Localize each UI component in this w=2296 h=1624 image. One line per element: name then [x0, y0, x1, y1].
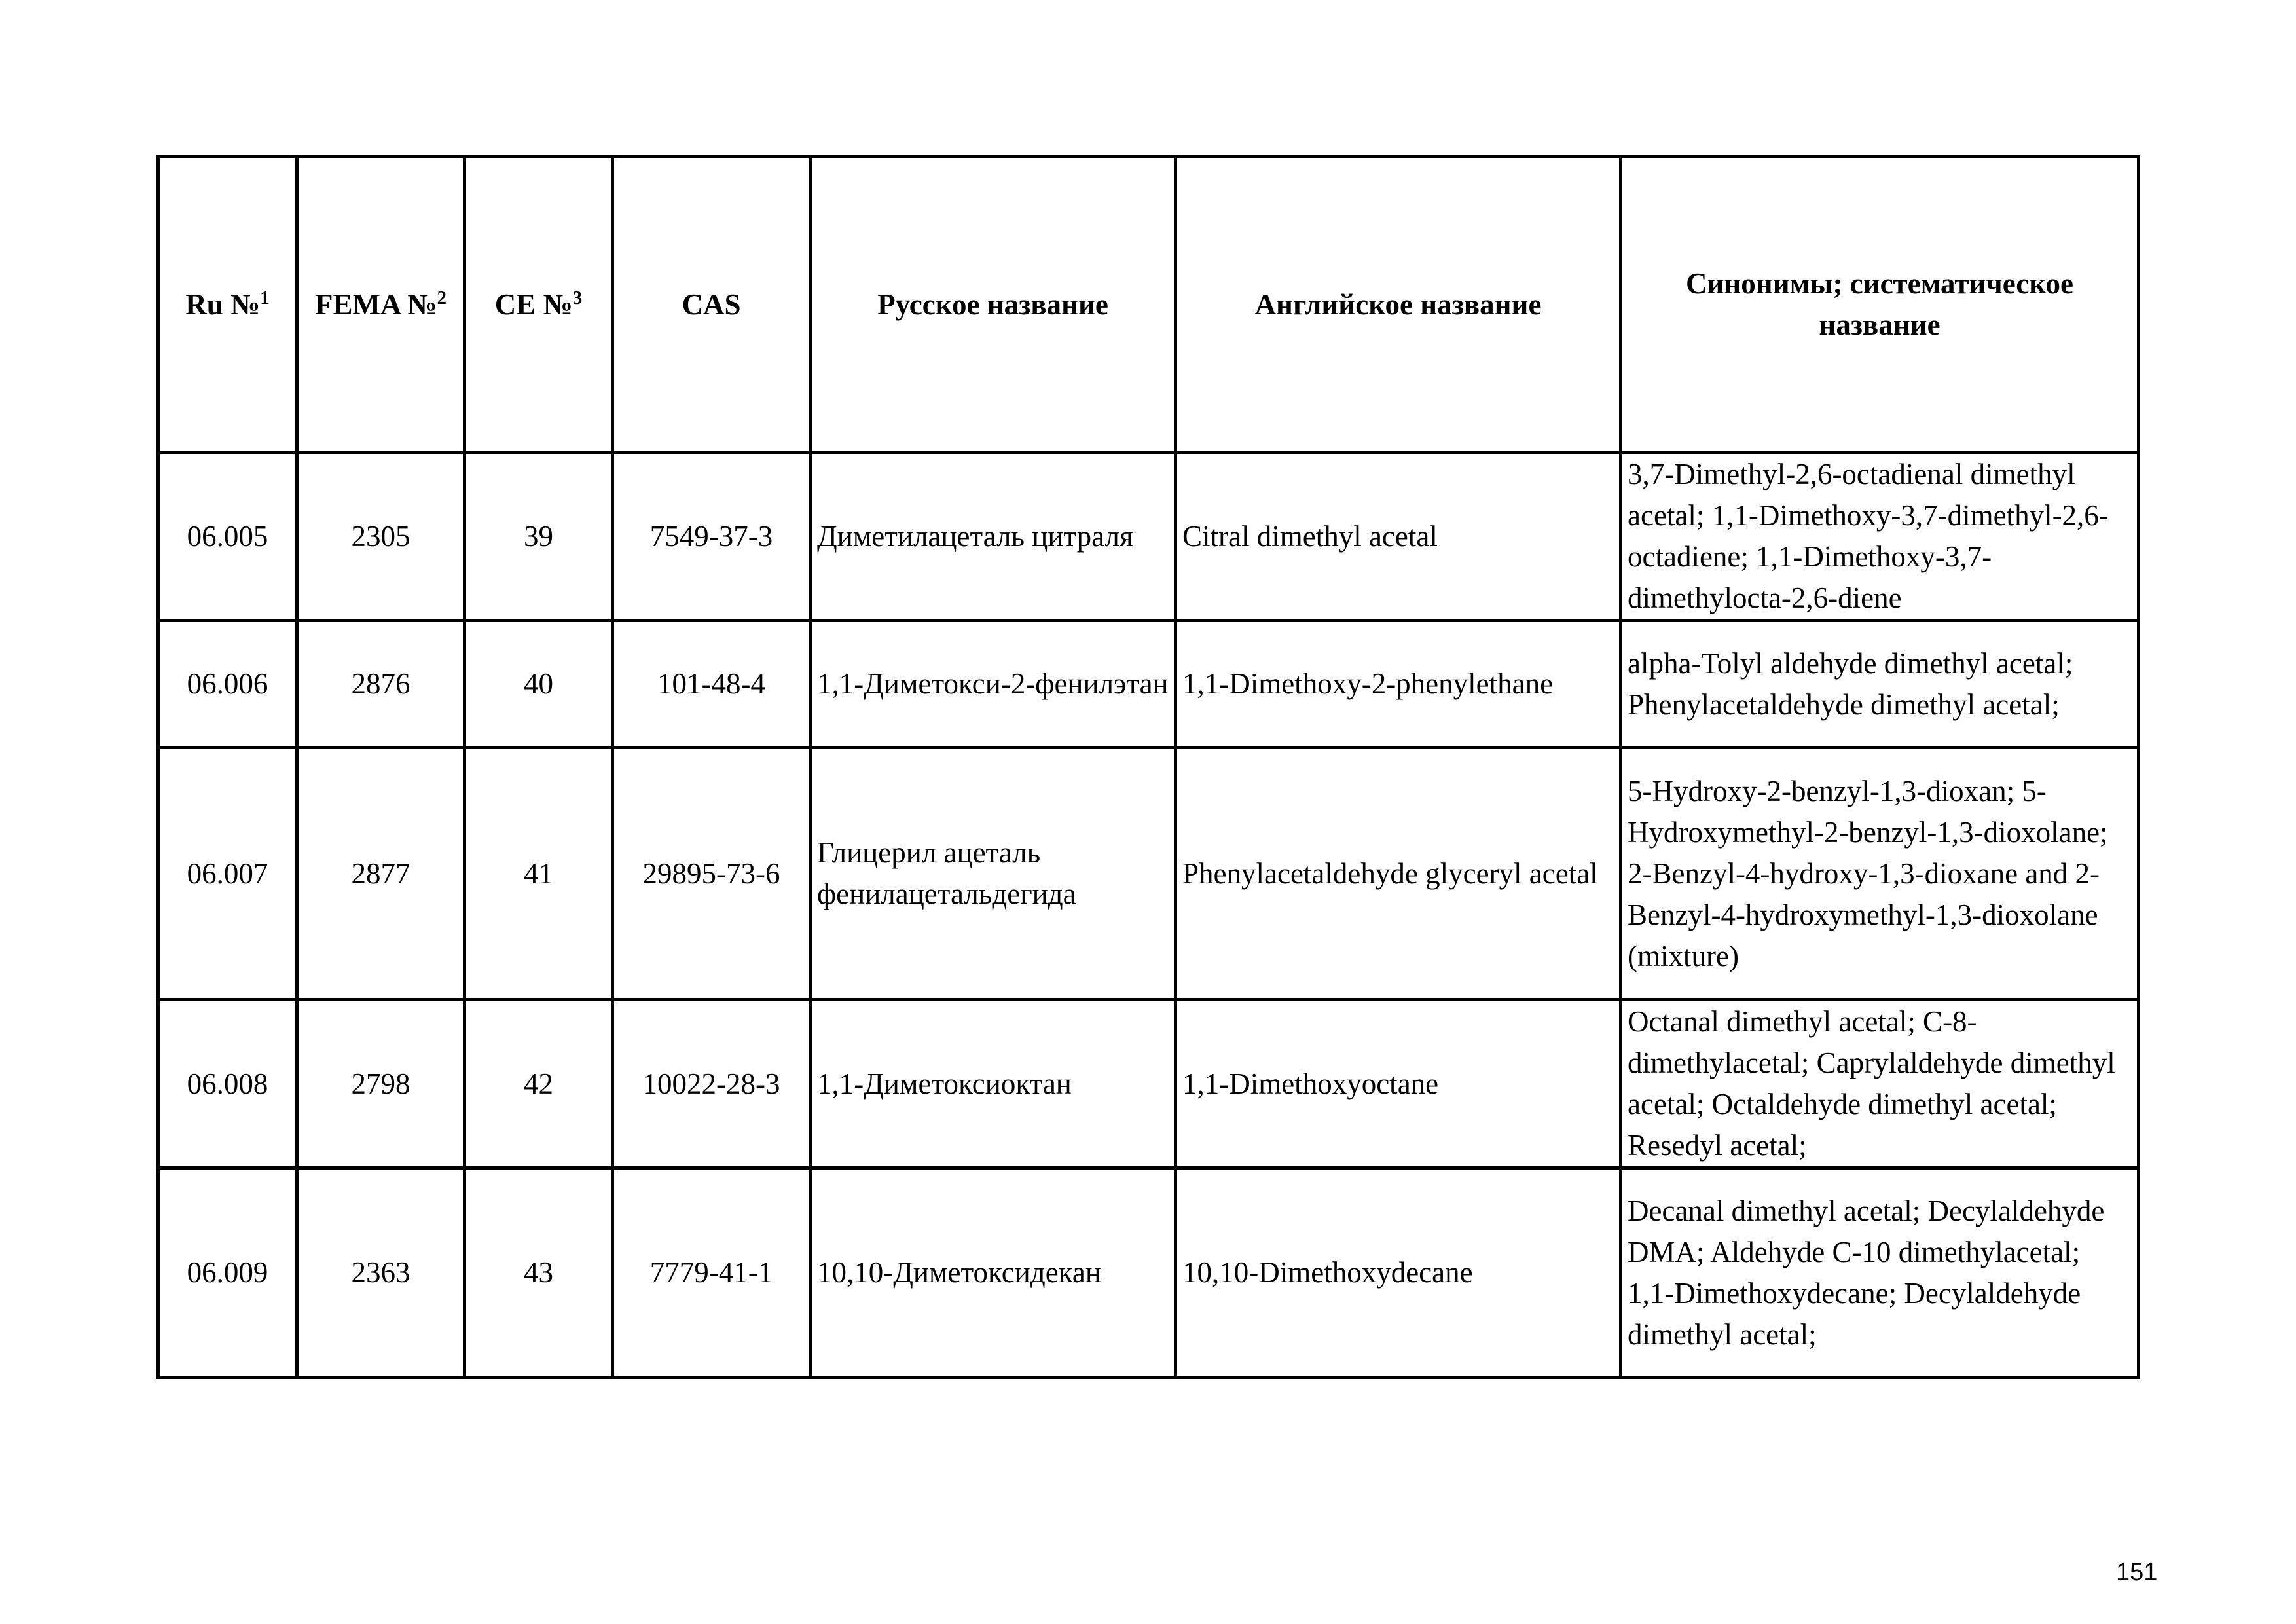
header-cas: CAS: [613, 157, 811, 452]
table-row: [158, 1168, 2139, 1378]
cell-russian-name: 1,1-Диметокси-2-фенилэтан: [811, 621, 1176, 748]
header-row: [158, 157, 2139, 452]
cell-fema-number: 2877: [297, 748, 465, 1000]
cell-cas: 29895-73-6: [613, 748, 811, 1000]
cell-ru-number: 06.005: [158, 452, 297, 621]
cell-ce-number: 41: [465, 748, 613, 1000]
cell-fema-number: 2798: [297, 1000, 465, 1168]
cell-cas: 7549-37-3: [613, 452, 811, 621]
cell-russian-name: 10,10-Диметоксидекан: [811, 1168, 1176, 1378]
cell-synonyms: alpha-Tolyl aldehyde dimethyl acetal; Phenylacetaldehyde dimethyl acetal;: [1621, 621, 2139, 748]
cell-cas: 7779-41-1: [613, 1168, 811, 1378]
cell-ru-number: 06.007: [158, 748, 297, 1000]
cell-ce-number: 39: [465, 452, 613, 621]
header-english-name: Английское название: [1176, 157, 1621, 452]
table-row: [158, 621, 2139, 748]
header-ru-number: Ru №$^1$: [158, 157, 297, 452]
header-ce-number: CE №$^3$: [465, 157, 613, 452]
cell-russian-name: 1,1-Диметоксиоктан: [811, 1000, 1176, 1168]
cell-synonyms: Decanal dimethyl acetal; Decylaldehyde DMA; Aldehyde C-10 dimethylacetal; 1,1-Dimethoxydecane; Decylaldehyde dimethyl acetal;: [1621, 1168, 2139, 1378]
cell-ru-number: 06.009: [158, 1168, 297, 1378]
cell-english-name: 1,1-Dimethoxy-2-phenylethane: [1176, 621, 1621, 748]
cell-cas: 101-48-4: [613, 621, 811, 748]
cell-fema-number: 2876: [297, 621, 465, 748]
cell-fema-number: 2363: [297, 1168, 465, 1378]
cell-english-name: 10,10-Dimethoxydecane: [1176, 1168, 1621, 1378]
table-row: [158, 1000, 2139, 1168]
cell-ce-number: 40: [465, 621, 613, 748]
header-fema-number: FEMA №$^2$: [297, 157, 465, 452]
cell-russian-name: Глицерил ацеталь фенилацетальдегида: [811, 748, 1176, 1000]
cell-fema-number: 2305: [297, 452, 465, 621]
header-russian-name: Русское название: [811, 157, 1176, 452]
cell-english-name: Citral dimethyl acetal: [1176, 452, 1621, 621]
page-number: 151: [2116, 1559, 2158, 1586]
cell-ce-number: 42: [465, 1000, 613, 1168]
cell-english-name: 1,1-Dimethoxyoctane: [1176, 1000, 1621, 1168]
cell-synonyms: Octanal dimethyl acetal; C-8-dimethylacetal; Caprylaldehyde dimethyl acetal; Octaldehyde dimethyl acetal; Resedyl acetal;: [1621, 1000, 2139, 1168]
cell-cas: 10022-28-3: [613, 1000, 811, 1168]
cell-ru-number: 06.006: [158, 621, 297, 748]
header-synonyms: Синонимы; систематическое название: [1621, 157, 2139, 452]
table-row: [158, 452, 2139, 621]
flavoring-substances-table: [156, 155, 2140, 1379]
cell-synonyms: 5-Hydroxy-2-benzyl-1,3-dioxan; 5-Hydroxymethyl-2-benzyl-1,3-dioxolane; 2-Benzyl-4-hydroxy-1,3-dioxane and 2-Benzyl-4-hydroxymethyl-1,3-dioxolane (mixture): [1621, 748, 2139, 1000]
cell-english-name: Phenylacetaldehyde glyceryl acetal: [1176, 748, 1621, 1000]
cell-synonyms: 3,7-Dimethyl-2,6-octadienal dimethyl acetal; 1,1-Dimethoxy-3,7-dimethyl-2,6-octadiene; 1,1-Dimethoxy-3,7-dimethylocta-2,6-diene: [1621, 452, 2139, 621]
cell-ru-number: 06.008: [158, 1000, 297, 1168]
cell-russian-name: Диметилацеталь цитраля: [811, 452, 1176, 621]
cell-ce-number: 43: [465, 1168, 613, 1378]
table-row: [158, 748, 2139, 1000]
